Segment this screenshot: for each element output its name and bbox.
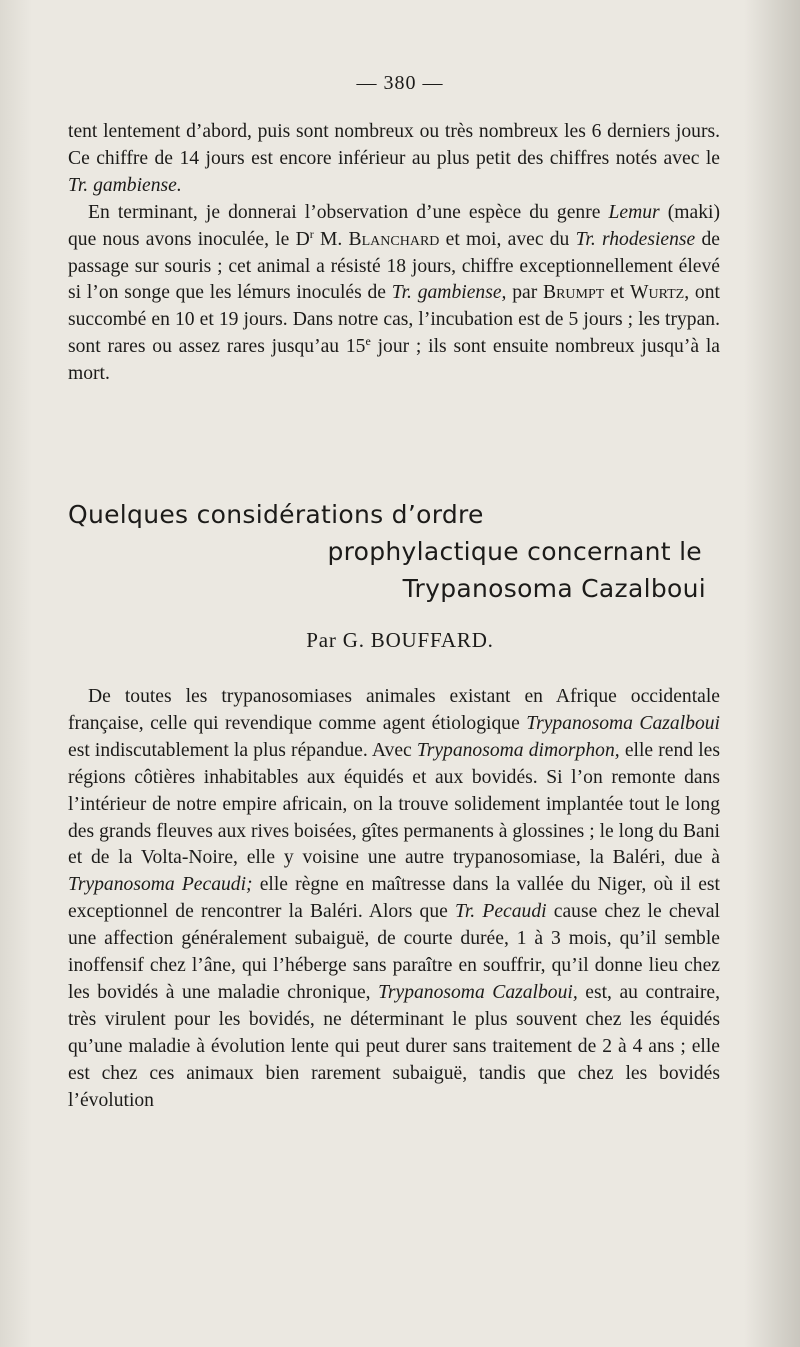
species-name: Tr. rhodesiense [575, 228, 696, 250]
species-name: Tr. gambiense, [391, 282, 507, 304]
text-run: De toutes les trypanosomiases animales existant en Afrique occidentale française, celle qui revendique comme agent étiologique [68, 686, 720, 734]
paragraph-body [68, 684, 720, 1115]
article-title-line-1: Quelques considérations d’ordre [68, 500, 484, 529]
species-name: Trypanosoma Cazalboui, [378, 981, 578, 1003]
text-run: En terminant, je donnerai l’observation d’une espèce du genre [88, 201, 601, 223]
author-name: Wurtz [630, 282, 685, 304]
paragraph-lemur [68, 200, 720, 388]
text-run: de passage sur souris ; cet animal a résisté 18 jours, chiffre exceptionnellement élevé si l’on songe que les lémurs inoculés de [68, 228, 720, 304]
text-run: et moi, avec du [445, 228, 570, 250]
text-run: , ont succombé en 10 et 19 jours. Dans notre cas, l’incubation est de 5 jours ; les trypan. sont rares ou assez rares jusqu’au 15 [68, 282, 720, 358]
text-run: jour ; ils sont ensuite nombreux jusqu’à la mort. [68, 336, 720, 385]
author-name: Brumpt [543, 282, 605, 304]
article-title-line-2: prophylactique concernant le [327, 537, 702, 566]
text-run: elle rend les régions côtières inhabitables aux équidés et aux bovidés. Si l’on remonte dans l’intérieur de notre empire africain, on la trouve solidement implantée tout le long des grands fleuves aux rives boisées, gîtes permanents à glossines ; le long du Bani et de la Volta-Noire, elle y voisine une autre trypanosomiase, la Baléri, due à [68, 739, 721, 869]
article-body [68, 684, 720, 1115]
continued-text [68, 119, 720, 388]
superscript: r [309, 226, 314, 241]
species-name: Trypanosoma Cazalboui [526, 712, 720, 734]
paragraph-continued [68, 119, 720, 200]
text-run: est, au contraire, très virulent pour les bovidés, ne déterminant le plus souvent chez les équidés qu’une maladie à évolution lente qui peut durer sans traitement de 2 à 4 ans ; elle est chez ces animaux bien rarement subaiguë, tandis que chez les bovidés l’évolution [68, 981, 720, 1111]
text-run: et [610, 282, 625, 304]
author-name: Blanchard [348, 228, 440, 250]
text-run: par [512, 282, 538, 304]
article-title-line-3: Trypanosoma Cazalboui [402, 574, 706, 603]
author-byline: Par G. BOUFFARD. [306, 628, 494, 652]
species-name: Tr. gambiense. [68, 174, 182, 196]
text-run: tent lentement d’abord, puis sont nombreux ou très nombreux les 6 derniers jours. Ce chiffre de 14 jours est encore inférieur au plus petit des chiffres notés avec le [68, 121, 720, 169]
text-run: cause chez le cheval une affection généralement subaiguë, de courte durée, 1 à 3 mois, qu’il semble inoffensif chez l’âne, qui l’héberge sans paraître en souffrir, qu’il donne lieu chez les bovidés à une maladie chronique, [68, 901, 720, 1003]
species-name: Trypanosoma Pecaudi; [68, 874, 253, 896]
genus-name: Lemur [608, 201, 660, 223]
page-number: — 380 — [356, 72, 444, 94]
species-name: Tr. Pecaudi [455, 901, 547, 923]
superscript: e [365, 334, 371, 349]
text-run: M. [319, 228, 343, 250]
species-name: Trypanosoma dimorphon, [416, 739, 620, 761]
text-run: elle règne en maîtresse dans la vallée du Niger, où il est exceptionnel de rencontrer la Baléri. Alors que [68, 874, 720, 923]
text-run: (maki) que nous avons inoculée, le D [68, 201, 721, 250]
text-run: est indiscutablement la plus répandue. Avec [68, 739, 412, 761]
